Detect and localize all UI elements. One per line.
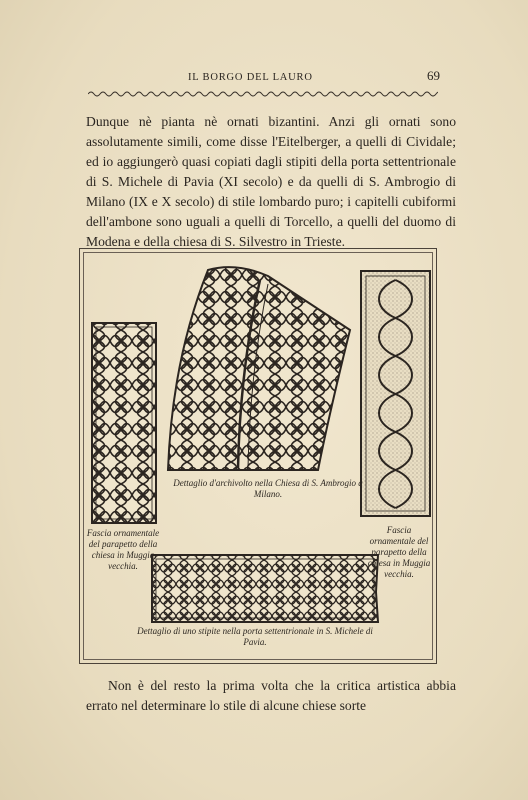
caption-archivolt: Dettaglio d'archivolto nella Chiesa di S. Ambrogio a Milano. (173, 478, 363, 499)
archivolt-fragment (168, 267, 350, 470)
paragraph-2: Non è del resto la prima volta che la critica artistica abbia errato nel determinare lo stile di alcune chiese sorte (86, 678, 456, 713)
right-ornamental-band (361, 271, 430, 516)
page-number: 69 (427, 68, 440, 83)
left-ornamental-band (92, 323, 156, 523)
caption-left-band: Fascia ornamentale del parapetto della chiesa in Muggia vecchia. (86, 528, 160, 571)
stipite-band (152, 555, 378, 622)
paragraph-1: Dunque nè pianta nè ornati bizantini. Anzi gli ornati sono assolutamente simili, come disse l'Eitelberger, a quelli di Cividale; ed io aggiungerò quasi copiati dagli stipiti della porta settentrionale di S. Michele di Pavia (XI secolo) e da quelli di S. Ambrogio di Milano (IX e X secolo) di stile lombardo puro; i capitelli cubiformi dell'ambone sono uguali a quelli di Torcello, a quelli del duomo di Modena e della chiesa di S. Silvestro in Trieste. (86, 114, 456, 249)
caption-stipite: Dettaglio di uno stipite nella porta settentrionale in S. Michele di Pavia. (137, 626, 373, 647)
running-title: IL BORGO DEL LAURO (188, 72, 313, 83)
caption-right-band: Fascia ornamentale del parapetto della chiesa in Muggia vecchia. (367, 525, 431, 579)
